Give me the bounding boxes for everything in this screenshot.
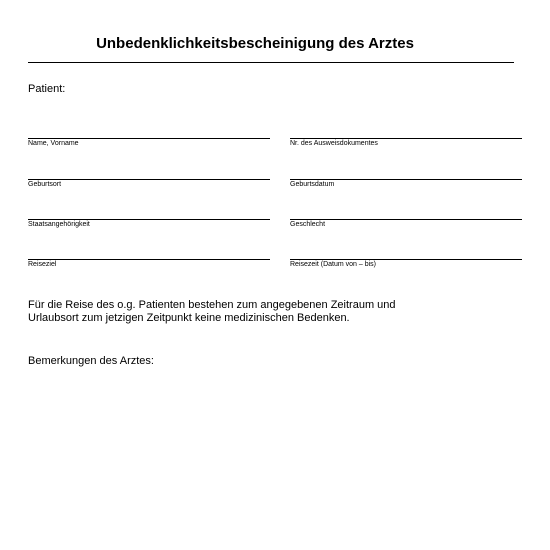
birthplace-field-line — [28, 179, 270, 180]
birthdate-field-caption: Geburtsdatum — [290, 181, 335, 188]
birthplace-field[interactable] — [28, 179, 270, 193]
birthdate-field[interactable] — [290, 179, 522, 193]
gender-field-caption: Geschlecht — [290, 221, 326, 228]
nationality-field-line — [28, 219, 270, 220]
gender-field-line — [290, 219, 522, 220]
travel-period-field-line — [290, 259, 522, 260]
statement-line-2: Urlaubsort zum jetzigen Zeitpunkt keine medizinischen Bedenken. — [28, 312, 350, 324]
document-title: Unbedenklichkeitsbescheinigung des Arztes — [96, 35, 414, 52]
travel-period-field[interactable] — [290, 259, 522, 273]
name-field-line — [28, 138, 270, 139]
nationality-field[interactable] — [28, 219, 270, 233]
birthplace-field-caption: Geburtsort — [28, 181, 62, 188]
id-document-field-caption: Nr. des Ausweisdokumentes — [290, 140, 378, 147]
destination-field-line — [28, 259, 270, 260]
medical-clearance-statement — [28, 299, 508, 325]
id-document-field-line — [290, 138, 522, 139]
travel-period-field-caption: Reisezeit (Datum von – bis) — [290, 261, 376, 268]
nationality-field-caption: Staatsangehörigkeit — [28, 221, 90, 228]
destination-field-caption: Reiseziel — [28, 261, 57, 268]
doctor-remarks-label: Bemerkungen des Arztes: — [28, 355, 154, 367]
statement-line-1: Für die Reise des o.g. Patienten bestehen zum angegebenen Zeitraum und — [28, 299, 396, 311]
patient-label: Patient: — [28, 83, 66, 95]
id-document-field[interactable] — [290, 138, 522, 152]
destination-field[interactable] — [28, 259, 270, 273]
gender-field[interactable] — [290, 219, 522, 233]
name-field[interactable] — [28, 138, 270, 152]
name-field-caption: Name, Vorname — [28, 140, 79, 147]
title-divider — [28, 62, 514, 63]
birthdate-field-line — [290, 179, 522, 180]
